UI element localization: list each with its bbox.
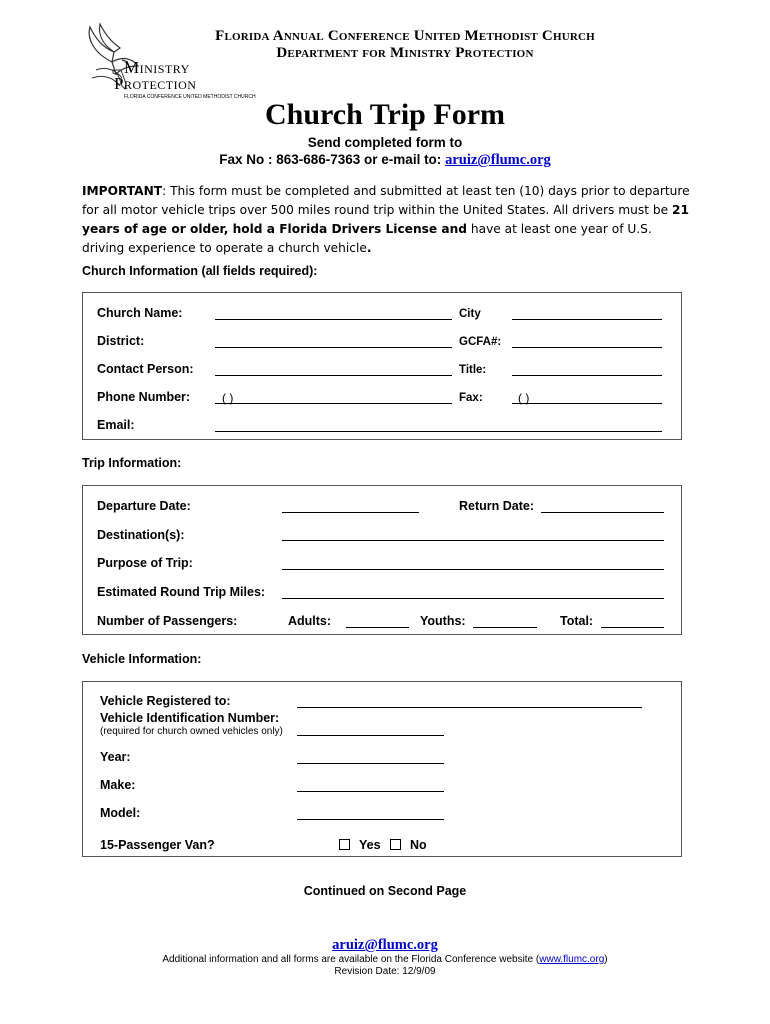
make-label: Make: bbox=[100, 778, 136, 792]
page-title: Church Trip Form bbox=[264, 98, 505, 131]
model-label: Model: bbox=[100, 806, 141, 820]
youths-field[interactable] bbox=[473, 627, 537, 628]
footer-info: Additional information and all forms are available on the Florida Conference website (www.flumc.org) bbox=[162, 954, 608, 965]
phone-area-code: ( ) bbox=[222, 391, 234, 405]
website-link[interactable]: www.flumc.org bbox=[539, 954, 605, 965]
email-field[interactable] bbox=[215, 431, 662, 432]
make-field[interactable] bbox=[297, 791, 444, 792]
departure-date-field[interactable] bbox=[282, 512, 419, 513]
phone-number-label: Phone Number: bbox=[97, 390, 191, 404]
van-no-checkbox[interactable] bbox=[390, 839, 401, 850]
district-field[interactable] bbox=[215, 347, 452, 348]
return-date-field[interactable] bbox=[541, 512, 664, 513]
contact-person-label: Contact Person: bbox=[97, 362, 194, 376]
purpose-label: Purpose of Trip: bbox=[97, 556, 193, 570]
church-name-label: Church Name: bbox=[97, 306, 183, 320]
continued-note: Continued on Second Page bbox=[303, 884, 467, 898]
logo-word-ministry: Ministry bbox=[124, 58, 190, 77]
departure-date-label: Departure Date: bbox=[97, 499, 191, 513]
van-no-label: No bbox=[410, 838, 427, 852]
vin-note: (required for church owned vehicles only) bbox=[100, 726, 283, 737]
district-label: District: bbox=[97, 334, 145, 348]
registered-to-label: Vehicle Registered to: bbox=[100, 694, 231, 708]
fax-area-code: ( ) bbox=[518, 391, 530, 405]
org-name: Florida Annual Conference United Methodist Church bbox=[215, 28, 595, 44]
fax-label: Fax: bbox=[459, 392, 483, 404]
vehicle-info-heading: Vehicle Information: bbox=[82, 652, 202, 666]
footer-email-link[interactable]: aruiz@flumc.org bbox=[332, 937, 438, 953]
title-field[interactable] bbox=[512, 375, 662, 376]
van-yes-label: Yes bbox=[359, 838, 381, 852]
church-info-heading: Church Information (all fields required): bbox=[82, 264, 318, 278]
church-name-field[interactable] bbox=[215, 319, 452, 320]
van-label: 15-Passenger Van? bbox=[100, 838, 215, 852]
city-field[interactable] bbox=[512, 319, 662, 320]
logo-word-protection: Protection bbox=[114, 74, 197, 93]
purpose-field[interactable] bbox=[282, 569, 664, 570]
registered-to-field[interactable] bbox=[297, 707, 642, 708]
model-field[interactable] bbox=[297, 819, 444, 820]
destinations-label: Destination(s): bbox=[97, 528, 185, 542]
title-label: Title: bbox=[459, 364, 487, 376]
total-field[interactable] bbox=[601, 627, 664, 628]
important-notice: IMPORTANT: This form must be completed and submitted at least ten (10) days prior to departure for all motor vehicle trips over 500 miles round trip within the United States. All drivers must be 21 years of age or older, hold a Florida Drivers License and have at least one year of U.S. driving experience to operate a church vehicle. bbox=[82, 184, 690, 255]
footer-email-wrap bbox=[0, 936, 770, 954]
miles-field[interactable] bbox=[282, 598, 664, 599]
fax-email-line: Fax No : 863-686-7363 or e-mail to: aruiz@flumc.org bbox=[219, 152, 551, 168]
destinations-field[interactable] bbox=[282, 540, 664, 541]
trip-info-heading: Trip Information: bbox=[82, 456, 182, 470]
gcfa-field[interactable] bbox=[512, 347, 662, 348]
city-label: City bbox=[459, 308, 481, 320]
vin-label: Vehicle Identification Number: bbox=[100, 711, 280, 725]
department-name: Department for Ministry Protection bbox=[276, 45, 534, 61]
total-label: Total: bbox=[560, 614, 594, 628]
revision-date: Revision Date: 12/9/09 bbox=[334, 966, 436, 977]
passengers-label: Number of Passengers: bbox=[97, 614, 238, 628]
adults-label: Adults: bbox=[288, 614, 332, 628]
vin-field[interactable] bbox=[297, 735, 444, 736]
year-label: Year: bbox=[100, 750, 131, 764]
logo-subtitle: FLORIDA CONFERENCE UNITED METHODIST CHURCH bbox=[124, 94, 256, 100]
year-field[interactable] bbox=[297, 763, 444, 764]
fax-field[interactable] bbox=[512, 403, 662, 404]
phone-number-field[interactable] bbox=[215, 403, 452, 404]
send-instruction: Send completed form to bbox=[307, 135, 463, 150]
contact-person-field[interactable] bbox=[215, 375, 452, 376]
email-label: Email: bbox=[97, 418, 135, 432]
youths-label: Youths: bbox=[420, 614, 466, 628]
email-link[interactable]: aruiz@flumc.org bbox=[445, 152, 551, 168]
adults-field[interactable] bbox=[346, 627, 409, 628]
van-yes-checkbox[interactable] bbox=[339, 839, 350, 850]
gcfa-label: GCFA#: bbox=[459, 336, 502, 348]
ministry-protection-logo bbox=[82, 22, 256, 102]
miles-label: Estimated Round Trip Miles: bbox=[97, 585, 266, 599]
return-date-label: Return Date: bbox=[459, 499, 535, 513]
